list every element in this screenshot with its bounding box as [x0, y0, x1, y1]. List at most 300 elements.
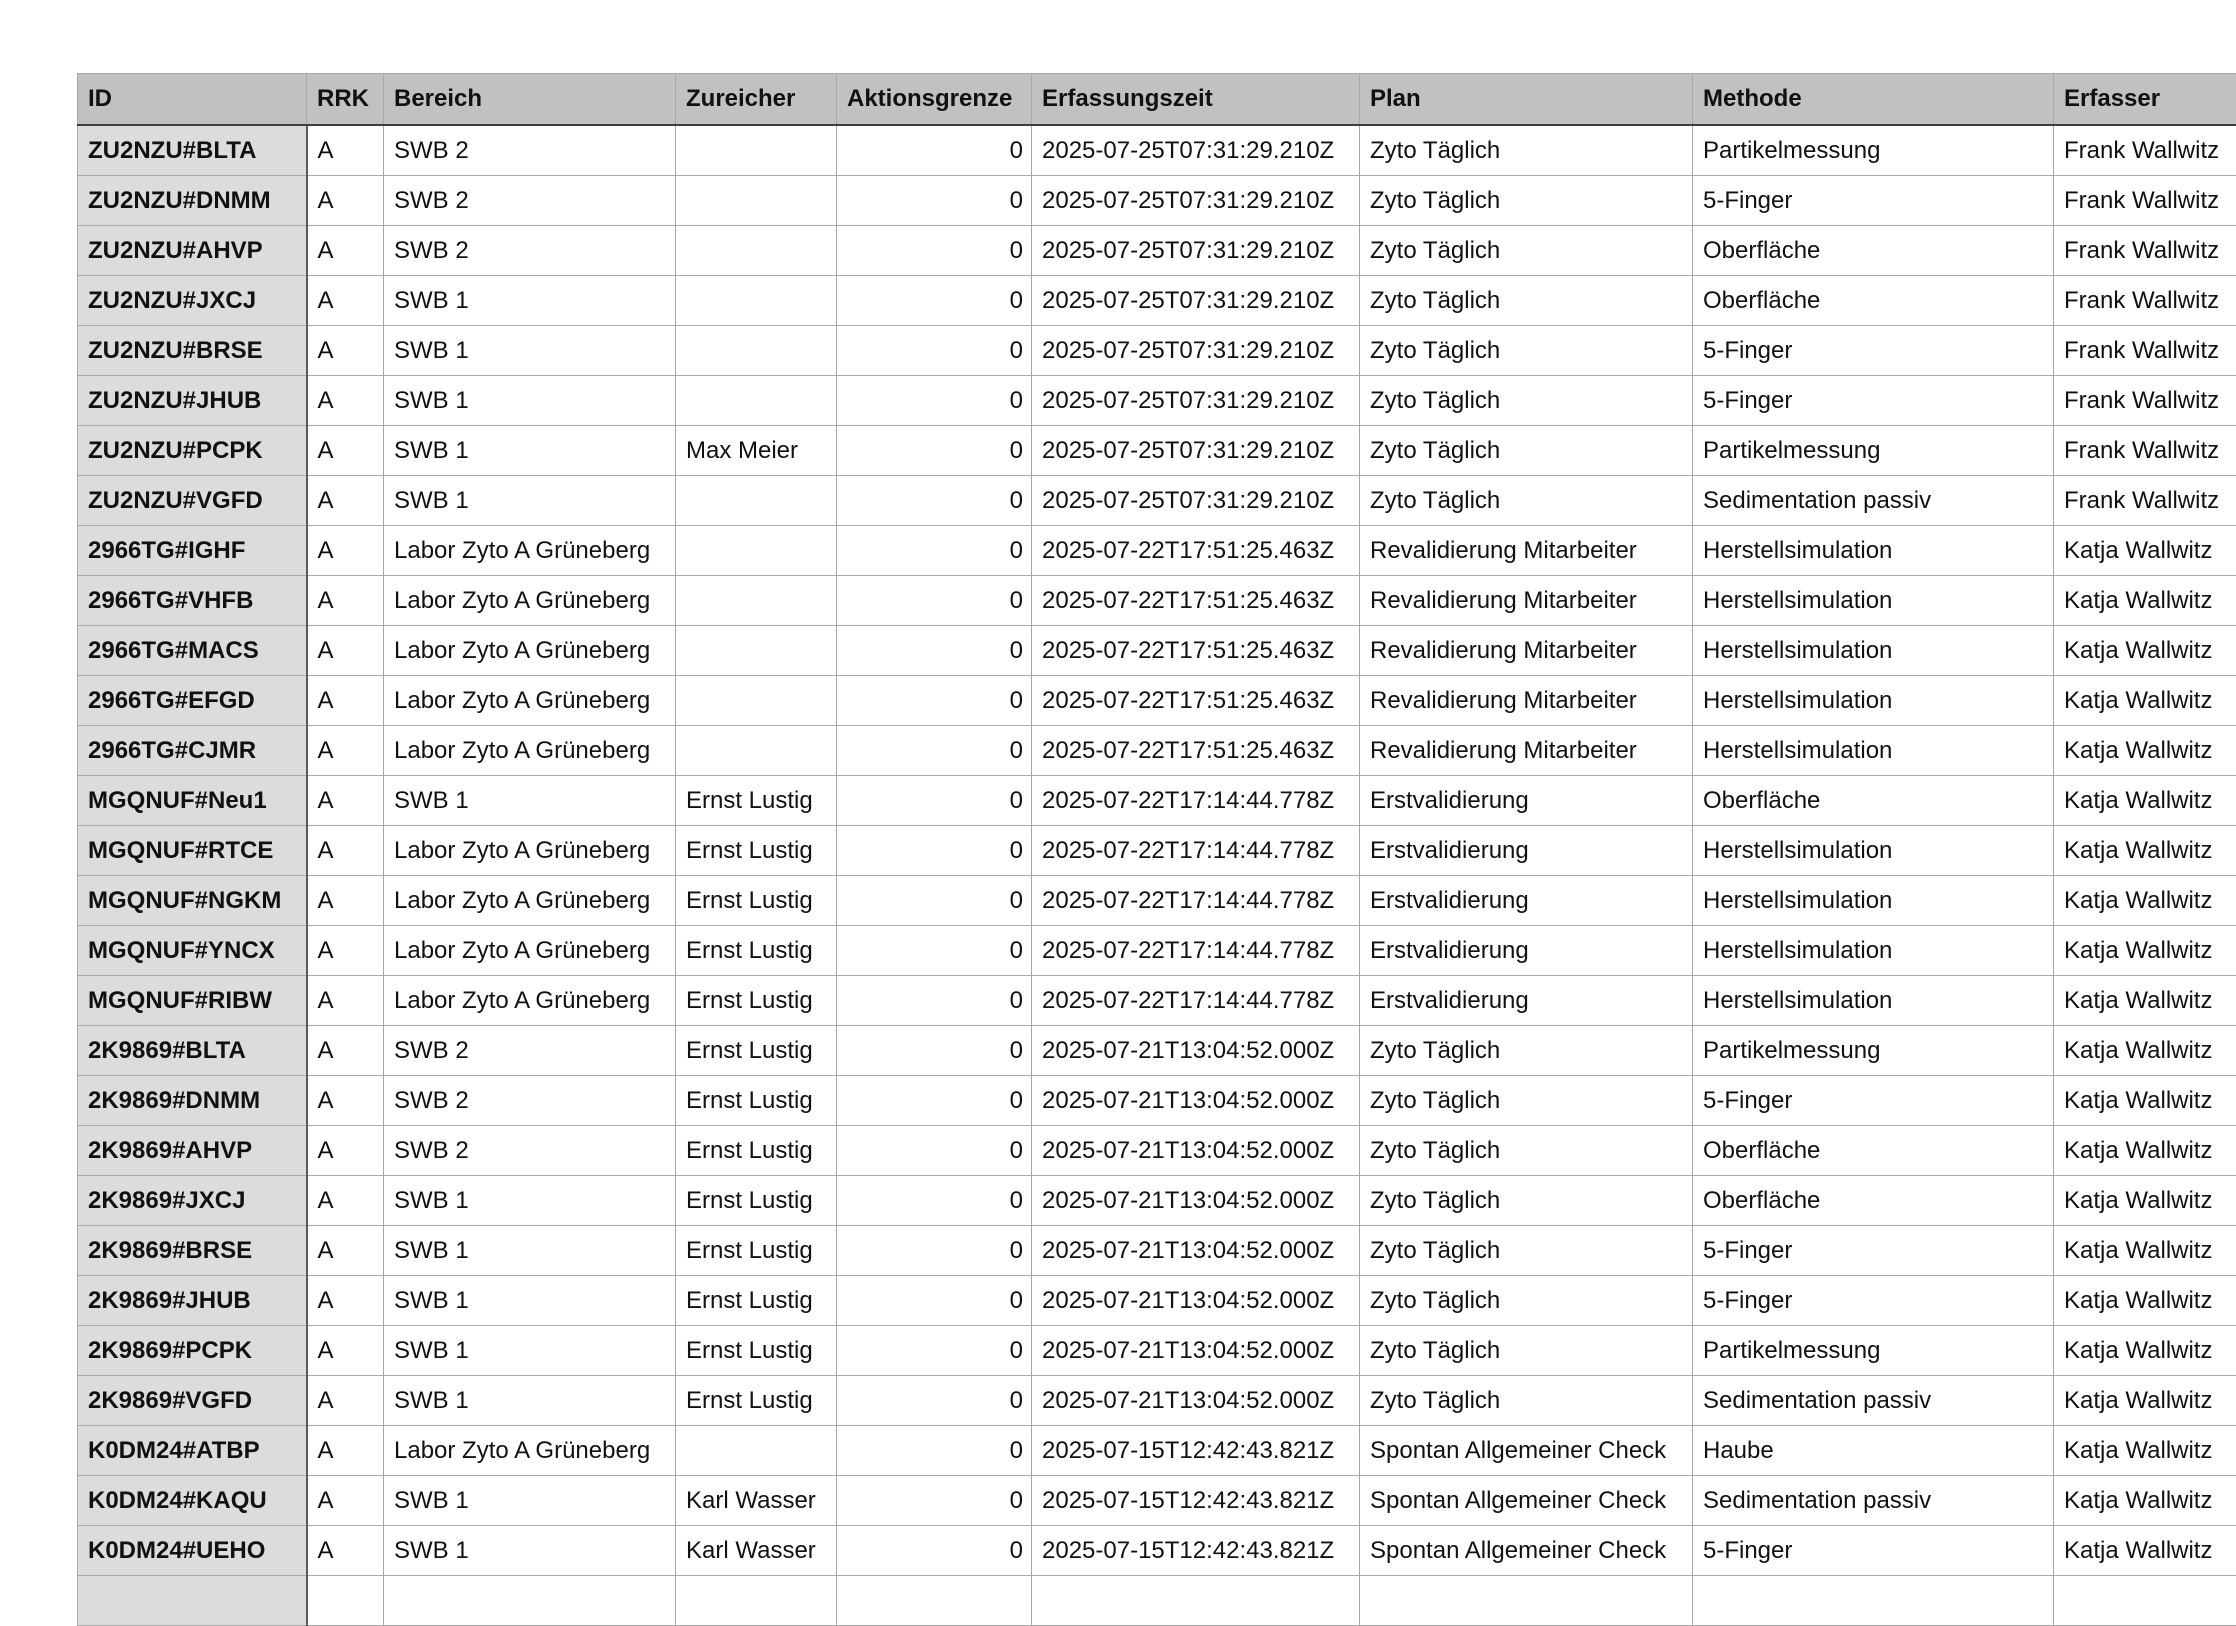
cell-zureicher[interactable]	[676, 576, 837, 626]
cell-plan[interactable]: Spontan Allgemeiner Check	[1360, 1426, 1693, 1476]
cell-zureicher[interactable]: Ernst Lustig	[676, 1376, 837, 1426]
cell-aktionsgrenze[interactable]: 0	[837, 125, 1032, 176]
cell-erfassungszeit[interactable]	[1032, 1576, 1360, 1626]
cell-zureicher[interactable]	[676, 1576, 837, 1626]
cell-erfasser[interactable]: Katja Wallwitz	[2054, 676, 2236, 726]
cell-erfasser[interactable]: Katja Wallwitz	[2054, 626, 2236, 676]
cell-erfassungszeit[interactable]: 2025-07-21T13:04:52.000Z	[1032, 1076, 1360, 1126]
table-row[interactable]	[78, 976, 2236, 1026]
cell-zureicher[interactable]: Ernst Lustig	[676, 826, 837, 876]
cell-bereich[interactable]: SWB 1	[384, 326, 676, 376]
cell-erfassungszeit[interactable]: 2025-07-25T07:31:29.210Z	[1032, 226, 1360, 276]
cell-erfassungszeit[interactable]: 2025-07-25T07:31:29.210Z	[1032, 476, 1360, 526]
cell-methode[interactable]: 5-Finger	[1693, 176, 2054, 226]
cell-methode[interactable]: Oberfläche	[1693, 226, 2054, 276]
cell-erfassungszeit[interactable]: 2025-07-15T12:42:43.821Z	[1032, 1526, 1360, 1576]
cell-plan[interactable]: Spontan Allgemeiner Check	[1360, 1526, 1693, 1576]
cell-erfasser[interactable]: Frank Wallwitz	[2054, 226, 2236, 276]
cell-erfasser[interactable]: Katja Wallwitz	[2054, 926, 2236, 976]
cell-rrk[interactable]: A	[307, 676, 384, 726]
cell-bereich[interactable]: Labor Zyto A Grüneberg	[384, 576, 676, 626]
table-row[interactable]	[78, 876, 2236, 926]
table-row[interactable]	[78, 1076, 2236, 1126]
cell-id[interactable]: 2K9869#PCPK	[78, 1326, 307, 1376]
cell-bereich[interactable]: Labor Zyto A Grüneberg	[384, 826, 676, 876]
cell-erfasser[interactable]: Katja Wallwitz	[2054, 776, 2236, 826]
cell-erfassungszeit[interactable]: 2025-07-22T17:14:44.778Z	[1032, 876, 1360, 926]
cell-erfassungszeit[interactable]: 2025-07-22T17:14:44.778Z	[1032, 776, 1360, 826]
cell-id[interactable]: 2K9869#JHUB	[78, 1276, 307, 1326]
cell-methode[interactable]	[1693, 1576, 2054, 1626]
cell-bereich[interactable]: SWB 2	[384, 176, 676, 226]
cell-erfassungszeit[interactable]: 2025-07-22T17:51:25.463Z	[1032, 726, 1360, 776]
cell-aktionsgrenze[interactable]: 0	[837, 876, 1032, 926]
cell-erfasser[interactable]	[2054, 1576, 2236, 1626]
cell-methode[interactable]: Herstellsimulation	[1693, 526, 2054, 576]
cell-plan[interactable]: Zyto Täglich	[1360, 226, 1693, 276]
cell-erfasser[interactable]: Katja Wallwitz	[2054, 1076, 2236, 1126]
cell-bereich[interactable]: SWB 1	[384, 376, 676, 426]
column-header-erfasser[interactable]: Erfasser	[2054, 74, 2236, 126]
cell-id[interactable]: MGQNUF#YNCX	[78, 926, 307, 976]
cell-erfassungszeit[interactable]: 2025-07-15T12:42:43.821Z	[1032, 1426, 1360, 1476]
cell-bereich[interactable]: SWB 1	[384, 1176, 676, 1226]
table-row[interactable]	[78, 125, 2236, 176]
cell-zureicher[interactable]: Ernst Lustig	[676, 1176, 837, 1226]
cell-zureicher[interactable]	[676, 226, 837, 276]
cell-bereich[interactable]: SWB 1	[384, 1376, 676, 1426]
column-header-erfassungszeit[interactable]: Erfassungszeit	[1032, 74, 1360, 126]
cell-bereich[interactable]: SWB 2	[384, 226, 676, 276]
cell-erfasser[interactable]: Katja Wallwitz	[2054, 876, 2236, 926]
cell-id[interactable]: MGQNUF#RTCE	[78, 826, 307, 876]
cell-rrk[interactable]: A	[307, 876, 384, 926]
cell-aktionsgrenze[interactable]: 0	[837, 1226, 1032, 1276]
cell-bereich[interactable]: Labor Zyto A Grüneberg	[384, 676, 676, 726]
cell-erfasser[interactable]: Katja Wallwitz	[2054, 1426, 2236, 1476]
cell-erfasser[interactable]: Katja Wallwitz	[2054, 1176, 2236, 1226]
cell-id[interactable]: 2966TG#MACS	[78, 626, 307, 676]
cell-aktionsgrenze[interactable]: 0	[837, 476, 1032, 526]
cell-methode[interactable]: 5-Finger	[1693, 1276, 2054, 1326]
cell-erfassungszeit[interactable]: 2025-07-25T07:31:29.210Z	[1032, 276, 1360, 326]
cell-erfassungszeit[interactable]: 2025-07-21T13:04:52.000Z	[1032, 1326, 1360, 1376]
table-row[interactable]	[78, 426, 2236, 476]
cell-erfassungszeit[interactable]: 2025-07-22T17:14:44.778Z	[1032, 976, 1360, 1026]
cell-plan[interactable]: Revalidierung Mitarbeiter	[1360, 676, 1693, 726]
cell-bereich[interactable]: SWB 1	[384, 1276, 676, 1326]
cell-erfasser[interactable]: Katja Wallwitz	[2054, 1326, 2236, 1376]
cell-erfassungszeit[interactable]: 2025-07-25T07:31:29.210Z	[1032, 125, 1360, 176]
cell-zureicher[interactable]	[676, 326, 837, 376]
cell-id[interactable]	[78, 1576, 307, 1626]
cell-bereich[interactable]: SWB 1	[384, 1526, 676, 1576]
table-row[interactable]	[78, 226, 2236, 276]
cell-rrk[interactable]: A	[307, 125, 384, 176]
cell-bereich[interactable]: Labor Zyto A Grüneberg	[384, 876, 676, 926]
cell-aktionsgrenze[interactable]: 0	[837, 426, 1032, 476]
table-row[interactable]	[78, 326, 2236, 376]
cell-erfassungszeit[interactable]: 2025-07-21T13:04:52.000Z	[1032, 1276, 1360, 1326]
cell-rrk[interactable]: A	[307, 376, 384, 426]
table-row[interactable]	[78, 476, 2236, 526]
cell-zureicher[interactable]	[676, 376, 837, 426]
cell-erfasser[interactable]: Katja Wallwitz	[2054, 826, 2236, 876]
cell-aktionsgrenze[interactable]: 0	[837, 1076, 1032, 1126]
cell-aktionsgrenze[interactable]: 0	[837, 826, 1032, 876]
cell-plan[interactable]: Spontan Allgemeiner Check	[1360, 1476, 1693, 1526]
cell-erfasser[interactable]: Frank Wallwitz	[2054, 376, 2236, 426]
cell-rrk[interactable]: A	[307, 926, 384, 976]
cell-aktionsgrenze[interactable]: 0	[837, 1376, 1032, 1426]
cell-rrk[interactable]: A	[307, 326, 384, 376]
cell-bereich[interactable]: SWB 2	[384, 125, 676, 176]
cell-erfasser[interactable]: Katja Wallwitz	[2054, 1026, 2236, 1076]
cell-zureicher[interactable]: Karl Wasser	[676, 1526, 837, 1576]
cell-erfasser[interactable]: Katja Wallwitz	[2054, 1476, 2236, 1526]
table-row[interactable]	[78, 1426, 2236, 1476]
table-row[interactable]	[78, 676, 2236, 726]
cell-bereich[interactable]: Labor Zyto A Grüneberg	[384, 526, 676, 576]
column-header-methode[interactable]: Methode	[1693, 74, 2054, 126]
cell-methode[interactable]: Herstellsimulation	[1693, 826, 2054, 876]
table-row[interactable]	[78, 576, 2236, 626]
cell-rrk[interactable]: A	[307, 176, 384, 226]
cell-methode[interactable]: Oberfläche	[1693, 1126, 2054, 1176]
column-header-rrk[interactable]: RRK	[307, 74, 384, 126]
cell-id[interactable]: ZU2NZU#VGFD	[78, 476, 307, 526]
cell-aktionsgrenze[interactable]: 0	[837, 926, 1032, 976]
table-row[interactable]	[78, 826, 2236, 876]
cell-id[interactable]: K0DM24#ATBP	[78, 1426, 307, 1476]
cell-rrk[interactable]: A	[307, 626, 384, 676]
cell-rrk[interactable]: A	[307, 1176, 384, 1226]
table-row[interactable]	[78, 1576, 2236, 1626]
cell-erfasser[interactable]: Katja Wallwitz	[2054, 526, 2236, 576]
cell-erfasser[interactable]: Katja Wallwitz	[2054, 1526, 2236, 1576]
cell-erfassungszeit[interactable]: 2025-07-25T07:31:29.210Z	[1032, 426, 1360, 476]
cell-bereich[interactable]: SWB 1	[384, 1326, 676, 1376]
cell-id[interactable]: 2966TG#VHFB	[78, 576, 307, 626]
cell-erfassungszeit[interactable]: 2025-07-21T13:04:52.000Z	[1032, 1376, 1360, 1426]
cell-aktionsgrenze[interactable]: 0	[837, 1126, 1032, 1176]
cell-rrk[interactable]: A	[307, 1476, 384, 1526]
cell-aktionsgrenze[interactable]: 0	[837, 976, 1032, 1026]
cell-rrk[interactable]: A	[307, 226, 384, 276]
cell-rrk[interactable]: A	[307, 426, 384, 476]
cell-id[interactable]: K0DM24#KAQU	[78, 1476, 307, 1526]
cell-aktionsgrenze[interactable]: 0	[837, 1026, 1032, 1076]
cell-erfasser[interactable]: Katja Wallwitz	[2054, 1126, 2236, 1176]
cell-aktionsgrenze[interactable]: 0	[837, 776, 1032, 826]
cell-id[interactable]: ZU2NZU#BLTA	[78, 125, 307, 176]
cell-zureicher[interactable]	[676, 676, 837, 726]
cell-aktionsgrenze[interactable]: 0	[837, 1476, 1032, 1526]
cell-erfasser[interactable]: Frank Wallwitz	[2054, 326, 2236, 376]
cell-aktionsgrenze[interactable]	[837, 1576, 1032, 1626]
cell-bereich[interactable]	[384, 1576, 676, 1626]
cell-zureicher[interactable]	[676, 176, 837, 226]
cell-erfasser[interactable]: Katja Wallwitz	[2054, 576, 2236, 626]
cell-zureicher[interactable]: Ernst Lustig	[676, 1126, 837, 1176]
cell-erfasser[interactable]: Frank Wallwitz	[2054, 426, 2236, 476]
cell-rrk[interactable]: A	[307, 1276, 384, 1326]
cell-erfassungszeit[interactable]: 2025-07-15T12:42:43.821Z	[1032, 1476, 1360, 1526]
cell-zureicher[interactable]: Ernst Lustig	[676, 926, 837, 976]
cell-id[interactable]: MGQNUF#Neu1	[78, 776, 307, 826]
cell-bereich[interactable]: Labor Zyto A Grüneberg	[384, 976, 676, 1026]
cell-erfasser[interactable]: Frank Wallwitz	[2054, 476, 2236, 526]
cell-erfassungszeit[interactable]: 2025-07-21T13:04:52.000Z	[1032, 1226, 1360, 1276]
table-row[interactable]	[78, 1276, 2236, 1326]
cell-erfassungszeit[interactable]: 2025-07-21T13:04:52.000Z	[1032, 1126, 1360, 1176]
cell-methode[interactable]: 5-Finger	[1693, 1076, 2054, 1126]
cell-plan[interactable]: Erstvalidierung	[1360, 826, 1693, 876]
cell-plan[interactable]: Erstvalidierung	[1360, 876, 1693, 926]
cell-methode[interactable]: Oberfläche	[1693, 776, 2054, 826]
cell-aktionsgrenze[interactable]: 0	[837, 526, 1032, 576]
column-header-plan[interactable]: Plan	[1360, 74, 1693, 126]
cell-rrk[interactable]	[307, 1576, 384, 1626]
cell-id[interactable]: 2966TG#EFGD	[78, 676, 307, 726]
cell-methode[interactable]: Sedimentation passiv	[1693, 476, 2054, 526]
cell-zureicher[interactable]: Ernst Lustig	[676, 976, 837, 1026]
cell-plan[interactable]: Zyto Täglich	[1360, 1076, 1693, 1126]
column-header-id[interactable]: ID	[78, 74, 307, 126]
cell-id[interactable]: MGQNUF#RIBW	[78, 976, 307, 1026]
cell-rrk[interactable]: A	[307, 1126, 384, 1176]
cell-plan[interactable]: Zyto Täglich	[1360, 1376, 1693, 1426]
cell-methode[interactable]: Partikelmessung	[1693, 1026, 2054, 1076]
cell-methode[interactable]: Herstellsimulation	[1693, 876, 2054, 926]
cell-zureicher[interactable]	[676, 125, 837, 176]
cell-bereich[interactable]: SWB 2	[384, 1126, 676, 1176]
cell-erfasser[interactable]: Katja Wallwitz	[2054, 726, 2236, 776]
cell-methode[interactable]: Oberfläche	[1693, 276, 2054, 326]
table-row[interactable]	[78, 1526, 2236, 1576]
cell-methode[interactable]: Partikelmessung	[1693, 426, 2054, 476]
cell-methode[interactable]: Herstellsimulation	[1693, 626, 2054, 676]
table-row[interactable]	[78, 1176, 2236, 1226]
cell-rrk[interactable]: A	[307, 1376, 384, 1426]
cell-plan[interactable]: Zyto Täglich	[1360, 1176, 1693, 1226]
cell-zureicher[interactable]	[676, 1426, 837, 1476]
cell-methode[interactable]: Herstellsimulation	[1693, 926, 2054, 976]
cell-erfasser[interactable]: Katja Wallwitz	[2054, 976, 2236, 1026]
column-header-aktionsgrenze[interactable]: Aktionsgrenze	[837, 74, 1032, 126]
cell-aktionsgrenze[interactable]: 0	[837, 1426, 1032, 1476]
cell-id[interactable]: 2K9869#BRSE	[78, 1226, 307, 1276]
cell-aktionsgrenze[interactable]: 0	[837, 576, 1032, 626]
cell-rrk[interactable]: A	[307, 1076, 384, 1126]
table-row[interactable]	[78, 1376, 2236, 1426]
cell-plan[interactable]: Zyto Täglich	[1360, 125, 1693, 176]
cell-aktionsgrenze[interactable]: 0	[837, 726, 1032, 776]
cell-methode[interactable]: 5-Finger	[1693, 1226, 2054, 1276]
cell-methode[interactable]: Herstellsimulation	[1693, 976, 2054, 1026]
cell-id[interactable]: 2966TG#CJMR	[78, 726, 307, 776]
cell-methode[interactable]: 5-Finger	[1693, 376, 2054, 426]
cell-erfasser[interactable]: Frank Wallwitz	[2054, 125, 2236, 176]
cell-plan[interactable]: Erstvalidierung	[1360, 776, 1693, 826]
cell-zureicher[interactable]	[676, 276, 837, 326]
column-header-bereich[interactable]: Bereich	[384, 74, 676, 126]
cell-aktionsgrenze[interactable]: 0	[837, 326, 1032, 376]
cell-zureicher[interactable]	[676, 726, 837, 776]
cell-id[interactable]: 2K9869#DNMM	[78, 1076, 307, 1126]
cell-methode[interactable]: Sedimentation passiv	[1693, 1476, 2054, 1526]
cell-methode[interactable]: Herstellsimulation	[1693, 726, 2054, 776]
cell-rrk[interactable]: A	[307, 1026, 384, 1076]
cell-plan[interactable]: Zyto Täglich	[1360, 1226, 1693, 1276]
cell-bereich[interactable]: SWB 1	[384, 476, 676, 526]
cell-id[interactable]: 2K9869#BLTA	[78, 1026, 307, 1076]
cell-bereich[interactable]: SWB 1	[384, 1226, 676, 1276]
cell-plan[interactable]: Zyto Täglich	[1360, 176, 1693, 226]
cell-aktionsgrenze[interactable]: 0	[837, 1526, 1032, 1576]
cell-zureicher[interactable]: Ernst Lustig	[676, 1076, 837, 1126]
cell-zureicher[interactable]: Ernst Lustig	[676, 1226, 837, 1276]
cell-aktionsgrenze[interactable]: 0	[837, 676, 1032, 726]
cell-bereich[interactable]: SWB 1	[384, 776, 676, 826]
cell-erfasser[interactable]: Katja Wallwitz	[2054, 1226, 2236, 1276]
cell-bereich[interactable]: Labor Zyto A Grüneberg	[384, 626, 676, 676]
table-row[interactable]	[78, 1226, 2236, 1276]
cell-rrk[interactable]: A	[307, 726, 384, 776]
cell-id[interactable]: MGQNUF#NGKM	[78, 876, 307, 926]
cell-id[interactable]: ZU2NZU#PCPK	[78, 426, 307, 476]
cell-methode[interactable]: Partikelmessung	[1693, 1326, 2054, 1376]
cell-id[interactable]: ZU2NZU#JHUB	[78, 376, 307, 426]
cell-methode[interactable]: 5-Finger	[1693, 326, 2054, 376]
cell-methode[interactable]: Herstellsimulation	[1693, 676, 2054, 726]
cell-id[interactable]: 2K9869#AHVP	[78, 1126, 307, 1176]
cell-plan[interactable]: Zyto Täglich	[1360, 476, 1693, 526]
cell-rrk[interactable]: A	[307, 576, 384, 626]
cell-id[interactable]: ZU2NZU#BRSE	[78, 326, 307, 376]
cell-id[interactable]: ZU2NZU#DNMM	[78, 176, 307, 226]
cell-erfasser[interactable]: Frank Wallwitz	[2054, 176, 2236, 226]
cell-bereich[interactable]: SWB 1	[384, 276, 676, 326]
cell-bereich[interactable]: Labor Zyto A Grüneberg	[384, 726, 676, 776]
cell-plan[interactable]: Zyto Täglich	[1360, 276, 1693, 326]
cell-erfassungszeit[interactable]: 2025-07-22T17:51:25.463Z	[1032, 576, 1360, 626]
table-row[interactable]	[78, 626, 2236, 676]
cell-bereich[interactable]: SWB 1	[384, 1476, 676, 1526]
cell-rrk[interactable]: A	[307, 526, 384, 576]
cell-plan[interactable]: Zyto Täglich	[1360, 1026, 1693, 1076]
cell-erfassungszeit[interactable]: 2025-07-25T07:31:29.210Z	[1032, 376, 1360, 426]
cell-erfassungszeit[interactable]: 2025-07-22T17:14:44.778Z	[1032, 926, 1360, 976]
cell-id[interactable]: ZU2NZU#AHVP	[78, 226, 307, 276]
cell-methode[interactable]: Haube	[1693, 1426, 2054, 1476]
cell-erfassungszeit[interactable]: 2025-07-22T17:51:25.463Z	[1032, 626, 1360, 676]
cell-erfassungszeit[interactable]: 2025-07-21T13:04:52.000Z	[1032, 1026, 1360, 1076]
cell-aktionsgrenze[interactable]: 0	[837, 1326, 1032, 1376]
table-row[interactable]	[78, 726, 2236, 776]
cell-rrk[interactable]: A	[307, 826, 384, 876]
cell-rrk[interactable]: A	[307, 276, 384, 326]
cell-zureicher[interactable]	[676, 476, 837, 526]
cell-zureicher[interactable]: Ernst Lustig	[676, 1276, 837, 1326]
cell-zureicher[interactable]: Max Meier	[676, 426, 837, 476]
cell-plan[interactable]: Erstvalidierung	[1360, 926, 1693, 976]
cell-aktionsgrenze[interactable]: 0	[837, 626, 1032, 676]
cell-aktionsgrenze[interactable]: 0	[837, 1176, 1032, 1226]
cell-erfasser[interactable]: Katja Wallwitz	[2054, 1276, 2236, 1326]
cell-plan[interactable]: Zyto Täglich	[1360, 1276, 1693, 1326]
cell-plan[interactable]: Revalidierung Mitarbeiter	[1360, 576, 1693, 626]
cell-erfassungszeit[interactable]: 2025-07-22T17:51:25.463Z	[1032, 526, 1360, 576]
cell-id[interactable]: K0DM24#UEHO	[78, 1526, 307, 1576]
cell-rrk[interactable]: A	[307, 1526, 384, 1576]
cell-bereich[interactable]: SWB 2	[384, 1026, 676, 1076]
cell-zureicher[interactable]: Ernst Lustig	[676, 1326, 837, 1376]
cell-plan[interactable]: Revalidierung Mitarbeiter	[1360, 526, 1693, 576]
cell-id[interactable]: 2966TG#IGHF	[78, 526, 307, 576]
cell-bereich[interactable]: Labor Zyto A Grüneberg	[384, 1426, 676, 1476]
cell-erfasser[interactable]: Frank Wallwitz	[2054, 276, 2236, 326]
cell-id[interactable]: 2K9869#VGFD	[78, 1376, 307, 1426]
cell-plan[interactable]: Zyto Täglich	[1360, 426, 1693, 476]
cell-zureicher[interactable]: Ernst Lustig	[676, 1026, 837, 1076]
table-row[interactable]	[78, 926, 2236, 976]
cell-methode[interactable]: 5-Finger	[1693, 1526, 2054, 1576]
cell-plan[interactable]: Revalidierung Mitarbeiter	[1360, 626, 1693, 676]
table-row[interactable]	[78, 276, 2236, 326]
table-row[interactable]	[78, 1026, 2236, 1076]
table-row[interactable]	[78, 376, 2236, 426]
cell-plan[interactable]: Erstvalidierung	[1360, 976, 1693, 1026]
column-header-zureicher[interactable]: Zureicher	[676, 74, 837, 126]
table-row[interactable]	[78, 176, 2236, 226]
cell-zureicher[interactable]	[676, 626, 837, 676]
cell-rrk[interactable]: A	[307, 1326, 384, 1376]
cell-id[interactable]: ZU2NZU#JXCJ	[78, 276, 307, 326]
table-row[interactable]	[78, 526, 2236, 576]
cell-methode[interactable]: Sedimentation passiv	[1693, 1376, 2054, 1426]
cell-rrk[interactable]: A	[307, 1226, 384, 1276]
table-row[interactable]	[78, 1476, 2236, 1526]
cell-aktionsgrenze[interactable]: 0	[837, 376, 1032, 426]
cell-aktionsgrenze[interactable]: 0	[837, 176, 1032, 226]
cell-rrk[interactable]: A	[307, 476, 384, 526]
cell-erfasser[interactable]: Katja Wallwitz	[2054, 1376, 2236, 1426]
cell-aktionsgrenze[interactable]: 0	[837, 276, 1032, 326]
cell-plan[interactable]: Zyto Täglich	[1360, 1126, 1693, 1176]
cell-plan[interactable]: Zyto Täglich	[1360, 326, 1693, 376]
cell-aktionsgrenze[interactable]: 0	[837, 1276, 1032, 1326]
cell-methode[interactable]: Oberfläche	[1693, 1176, 2054, 1226]
table-row[interactable]	[78, 776, 2236, 826]
cell-bereich[interactable]: SWB 2	[384, 1076, 676, 1126]
cell-erfassungszeit[interactable]: 2025-07-21T13:04:52.000Z	[1032, 1176, 1360, 1226]
cell-erfassungszeit[interactable]: 2025-07-25T07:31:29.210Z	[1032, 326, 1360, 376]
cell-rrk[interactable]: A	[307, 776, 384, 826]
cell-erfassungszeit[interactable]: 2025-07-22T17:51:25.463Z	[1032, 676, 1360, 726]
table-row[interactable]	[78, 1126, 2236, 1176]
cell-plan[interactable]: Zyto Täglich	[1360, 1326, 1693, 1376]
cell-erfassungszeit[interactable]: 2025-07-22T17:14:44.778Z	[1032, 826, 1360, 876]
cell-bereich[interactable]: Labor Zyto A Grüneberg	[384, 926, 676, 976]
table-row[interactable]	[78, 1326, 2236, 1376]
cell-plan[interactable]: Zyto Täglich	[1360, 376, 1693, 426]
cell-rrk[interactable]: A	[307, 1426, 384, 1476]
cell-plan[interactable]	[1360, 1576, 1693, 1626]
cell-plan[interactable]: Revalidierung Mitarbeiter	[1360, 726, 1693, 776]
cell-erfassungszeit[interactable]: 2025-07-25T07:31:29.210Z	[1032, 176, 1360, 226]
cell-zureicher[interactable]: Karl Wasser	[676, 1476, 837, 1526]
